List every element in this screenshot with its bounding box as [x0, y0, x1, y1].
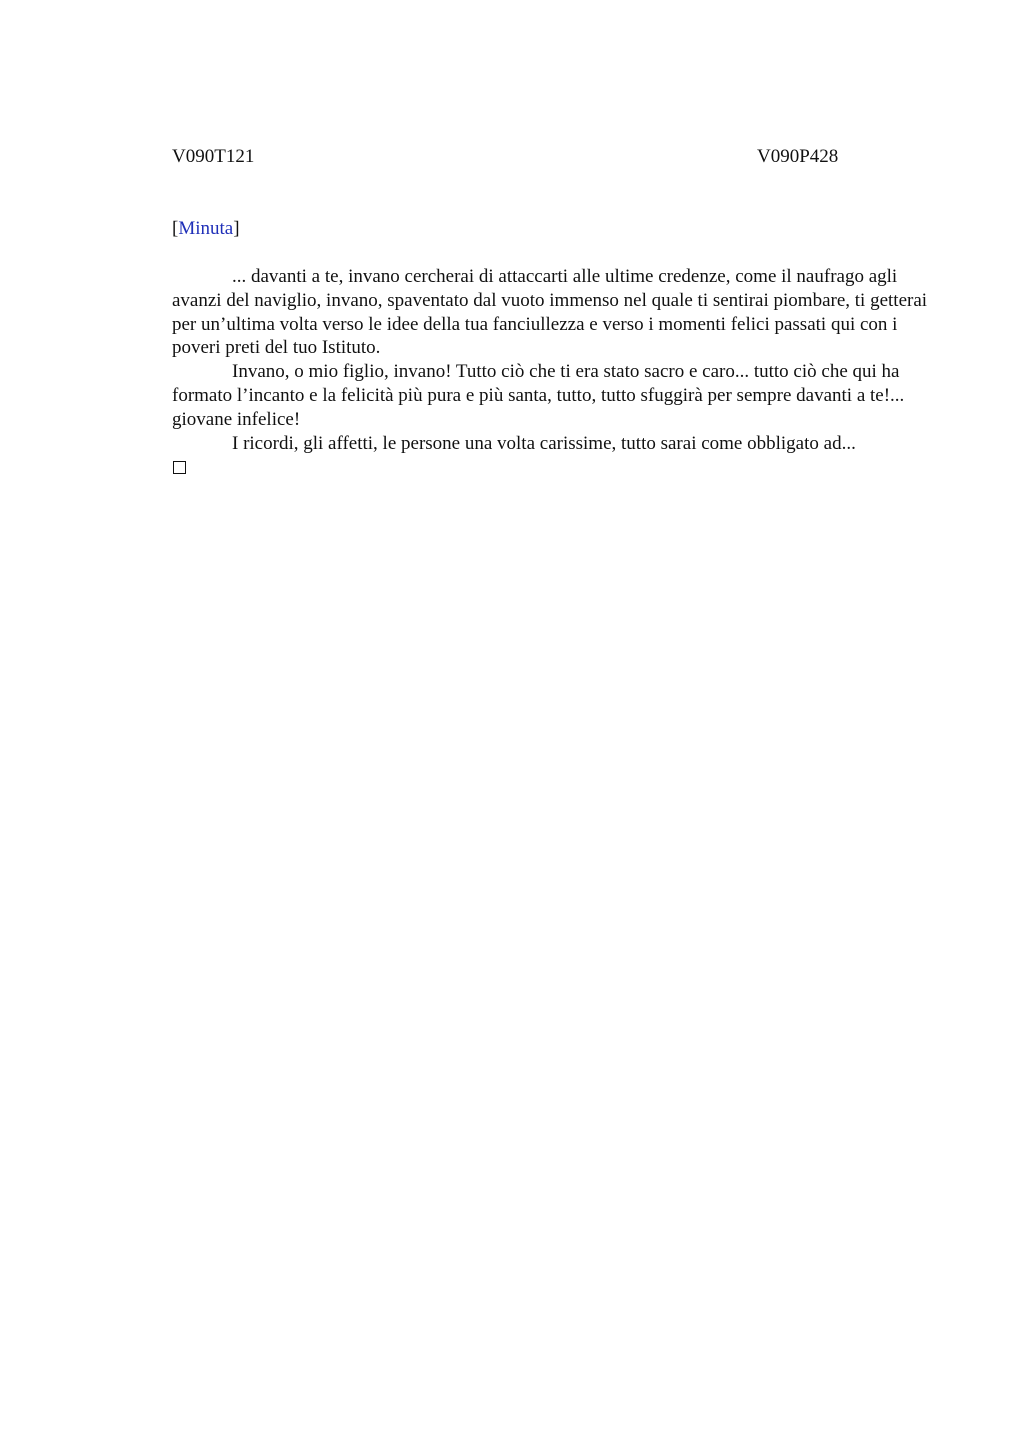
paragraph-2: Invano, o mio figlio, invano! Tutto ciò che ti era stato sacro e caro... tutto ciò che qui ha formato l’incanto e la felicità più pura e più santa, tutto, tutto sfuggirà per sempre davanti a te!... giovane infelice!: [172, 361, 905, 430]
close-bracket: ]: [233, 218, 240, 239]
document-code-right: V090P428: [757, 146, 839, 167]
letter-body: [172, 265, 932, 474]
document-code-left: V090T121: [172, 146, 255, 167]
paragraph-1: ... davanti a te, invano cercherai di attaccarti alle ultime credenze, come il naufrago agli avanzi del naviglio, invano, spaventato dal vuoto immenso nel quale ti sentirai piombare, ti getterai per un’ultima volta verso le idee della tua fanciullezza e verso i momenti felici passati qui con i poveri preti del tuo Istituto.: [172, 266, 928, 359]
minuta-link[interactable]: Minuta: [178, 218, 234, 239]
end-of-text-box-icon: [173, 461, 186, 474]
section-label: [172, 217, 240, 241]
paragraph-3: I ricordi, gli affetti, le persone una volta carissime, tutto sarai come obbligato ad...: [232, 432, 856, 454]
open-bracket: [: [172, 218, 179, 239]
